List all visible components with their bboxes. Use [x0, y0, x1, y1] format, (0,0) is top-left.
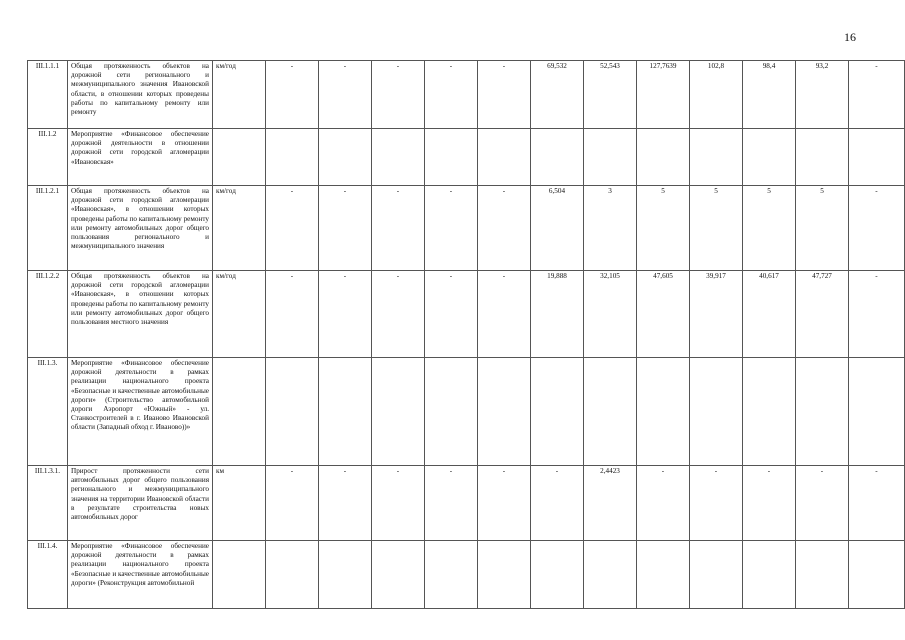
value-cell — [743, 358, 796, 466]
value-cell: 98,4 — [743, 61, 796, 129]
value-cell: - — [319, 61, 372, 129]
row-code: III.1.3.1. — [28, 466, 68, 541]
value-cell: - — [849, 61, 905, 129]
row-name: Мероприятие «Финансовое обеспечение дорожной деятельности в рамках реализации национального проекта «Безопасные и качественные автомобильные дороги» (Строительство автомобильной дороги Аэропорт «Южный» - ул. Станкостроителей в г. Иваново Ивановской области (Западный обход г. Иваново))» — [68, 358, 213, 466]
value-cell — [425, 129, 478, 186]
value-cell: 6,504 — [531, 186, 584, 271]
row-unit — [213, 358, 266, 466]
row-unit: км/год — [213, 186, 266, 271]
value-cell — [690, 129, 743, 186]
row-unit: км/год — [213, 271, 266, 358]
table-row — [28, 466, 905, 541]
value-cell: - — [690, 466, 743, 541]
value-cell: 39,917 — [690, 271, 743, 358]
row-name: Общая протяженность объектов на дорожной сети городской агломерации «Ивановская», в отношении которых проведены работы по капитальному ремонту или ремонту автомобильных дорог общего пользования регионального и межмуниципального значения — [68, 186, 213, 271]
value-cell: - — [266, 186, 319, 271]
value-cell: 52,543 — [584, 61, 637, 129]
value-cell — [478, 358, 531, 466]
value-cell — [796, 129, 849, 186]
table-row — [28, 61, 905, 129]
value-cell — [796, 541, 849, 609]
value-cell — [584, 541, 637, 609]
value-cell: 47,727 — [796, 271, 849, 358]
value-cell — [743, 129, 796, 186]
row-code: III.1.1.1 — [28, 61, 68, 129]
value-cell — [425, 358, 478, 466]
row-unit: км/год — [213, 61, 266, 129]
value-cell — [690, 358, 743, 466]
row-code: III.1.3. — [28, 358, 68, 466]
table-row — [28, 186, 905, 271]
value-cell: 5 — [743, 186, 796, 271]
value-cell — [266, 358, 319, 466]
row-unit — [213, 129, 266, 186]
value-cell: - — [372, 186, 425, 271]
row-code: III.1.4. — [28, 541, 68, 609]
value-cell: - — [372, 271, 425, 358]
row-code: III.1.2.1 — [28, 186, 68, 271]
value-cell: - — [266, 61, 319, 129]
value-cell: - — [478, 61, 531, 129]
value-cell: - — [637, 466, 690, 541]
row-name: Прирост протяженности сети автомобильных дорог общего пользования регионального и межмуниципального значения на территории Ивановской области в результате строительства новых автомобильных дорог — [68, 466, 213, 541]
row-unit — [213, 541, 266, 609]
table-row — [28, 129, 905, 186]
indicators-table — [27, 60, 905, 609]
value-cell: 5 — [796, 186, 849, 271]
value-cell: 5 — [690, 186, 743, 271]
value-cell — [690, 541, 743, 609]
value-cell: - — [478, 466, 531, 541]
value-cell: 102,8 — [690, 61, 743, 129]
value-cell — [478, 129, 531, 186]
value-cell — [478, 541, 531, 609]
value-cell: - — [743, 466, 796, 541]
value-cell — [372, 541, 425, 609]
row-name: Общая протяженность объектов на дорожной сети городской агломерации «Ивановская», в отношении которых проведены работы по капитальному ремонту или ремонту автомобильных дорог общего пользования местного значения — [68, 271, 213, 358]
value-cell — [637, 541, 690, 609]
value-cell — [531, 129, 584, 186]
value-cell: - — [372, 466, 425, 541]
value-cell — [372, 129, 425, 186]
value-cell — [796, 358, 849, 466]
value-cell: 69,532 — [531, 61, 584, 129]
value-cell: 93,2 — [796, 61, 849, 129]
value-cell: - — [266, 466, 319, 541]
value-cell: - — [796, 466, 849, 541]
value-cell: - — [478, 186, 531, 271]
value-cell — [531, 358, 584, 466]
value-cell — [319, 358, 372, 466]
value-cell: 19,888 — [531, 271, 584, 358]
value-cell: - — [849, 466, 905, 541]
value-cell: 3 — [584, 186, 637, 271]
value-cell — [425, 541, 478, 609]
value-cell: 40,617 — [743, 271, 796, 358]
value-cell: 5 — [637, 186, 690, 271]
value-cell: - — [372, 61, 425, 129]
value-cell — [319, 541, 372, 609]
row-unit: км — [213, 466, 266, 541]
table-row — [28, 271, 905, 358]
value-cell: 127,7639 — [637, 61, 690, 129]
value-cell — [584, 358, 637, 466]
row-code: III.1.2.2 — [28, 271, 68, 358]
table-row — [28, 541, 905, 609]
value-cell — [849, 129, 905, 186]
row-name: Мероприятие «Финансовое обеспечение дорожной деятельности в рамках реализации национального проекта «Безопасные и качественные автомобильные дороги» (Реконструкция автомобильной — [68, 541, 213, 609]
value-cell — [372, 358, 425, 466]
value-cell: - — [425, 271, 478, 358]
value-cell: 47,605 — [637, 271, 690, 358]
value-cell: - — [319, 271, 372, 358]
table-row — [28, 358, 905, 466]
value-cell: - — [319, 466, 372, 541]
value-cell — [849, 358, 905, 466]
value-cell — [637, 358, 690, 466]
row-name: Общая протяженность объектов на дорожной сети регионального и межмуниципального значения Ивановской области, в отношении которых проведены работы по капитальному ремонту или ремонту — [68, 61, 213, 129]
value-cell: - — [425, 61, 478, 129]
value-cell — [849, 541, 905, 609]
value-cell — [266, 129, 319, 186]
value-cell: - — [531, 466, 584, 541]
value-cell: 2,4423 — [584, 466, 637, 541]
value-cell — [743, 541, 796, 609]
value-cell: 32,105 — [584, 271, 637, 358]
value-cell — [637, 129, 690, 186]
value-cell: - — [266, 271, 319, 358]
value-cell — [584, 129, 637, 186]
page-number: 16 — [844, 30, 856, 44]
row-code: III.1.2 — [28, 129, 68, 186]
value-cell: - — [319, 186, 372, 271]
value-cell: - — [849, 271, 905, 358]
value-cell: - — [425, 186, 478, 271]
value-cell — [319, 129, 372, 186]
row-name: Мероприятие «Финансовое обеспечение дорожной деятельности в отношении дорожной сети городской агломерации «Ивановская» — [68, 129, 213, 186]
value-cell — [266, 541, 319, 609]
value-cell: - — [849, 186, 905, 271]
value-cell: - — [478, 271, 531, 358]
value-cell — [531, 541, 584, 609]
value-cell: - — [425, 466, 478, 541]
